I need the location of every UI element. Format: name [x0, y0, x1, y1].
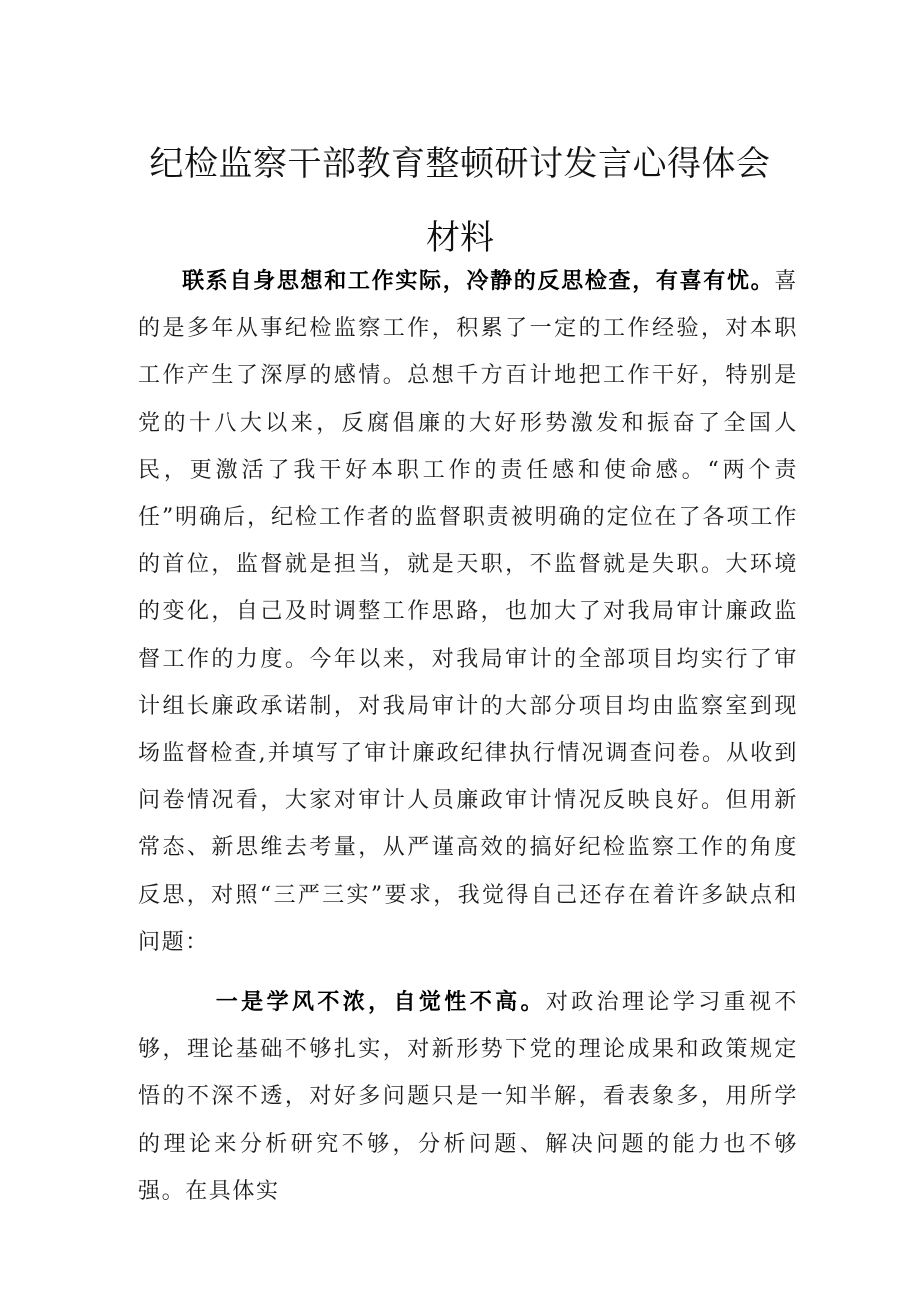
document-title-line-1: 纪检监察干部教育整顿研讨发言心得体会	[149, 144, 771, 184]
paragraph-1-lead: 联系自身思想和工作实际，冷静的反思检查，有喜有忧。	[182, 268, 775, 294]
paragraph-1-body: 喜的是多年从事纪检监察工作，积累了一定的工作经验，对本职工作产生了深厚的感情。总想千方百计地把工作干好，特别是党的十八大以来，反腐倡廉的大好形势激发和振奋了全国人民，更激活了我干好本职工作的责任感和使命感。“两个责任”明确后，纪检工作者的监督职责被明确的定位在了各项工作的首位，监督就是担当，就是天职，不监督就是失职。大环境的变化，自己及时调整工作思路，也加大了对我局审计廉政监督工作的力度。今年以来，对我局审计的全部项目均实行了审计组长廉政承诺制，对我局审计的大部分项目均由监察室到现场监督检查,并填写了审计廉政纪律执行情况调查问卷。从收到问卷情况看，大家对审计人员廉政审计情况反映良好。但用新常态、新思维去考量，从严谨高效的搞好纪检监察工作的角度反思，对照“三严三实”要求，我觉得自己还存在着许多缺点和问题：	[138, 269, 798, 955]
paragraph-2	[138, 979, 798, 1215]
paragraph-1	[138, 258, 798, 966]
paragraph-2-body: 对政治理论学习重视不够，理论基础不够扎实，对新形势下党的理论成果和政策规定悟的不深不透，对好多问题只是一知半解，看表象多，用所学的理论来分析研究不够，分析问题、解决问题的能力也不够强。在具体实	[138, 990, 798, 1204]
paragraph-2-lead: 一是学风不浓，自觉性不高。	[214, 989, 546, 1015]
document-title-line-2: 材料	[426, 218, 494, 258]
